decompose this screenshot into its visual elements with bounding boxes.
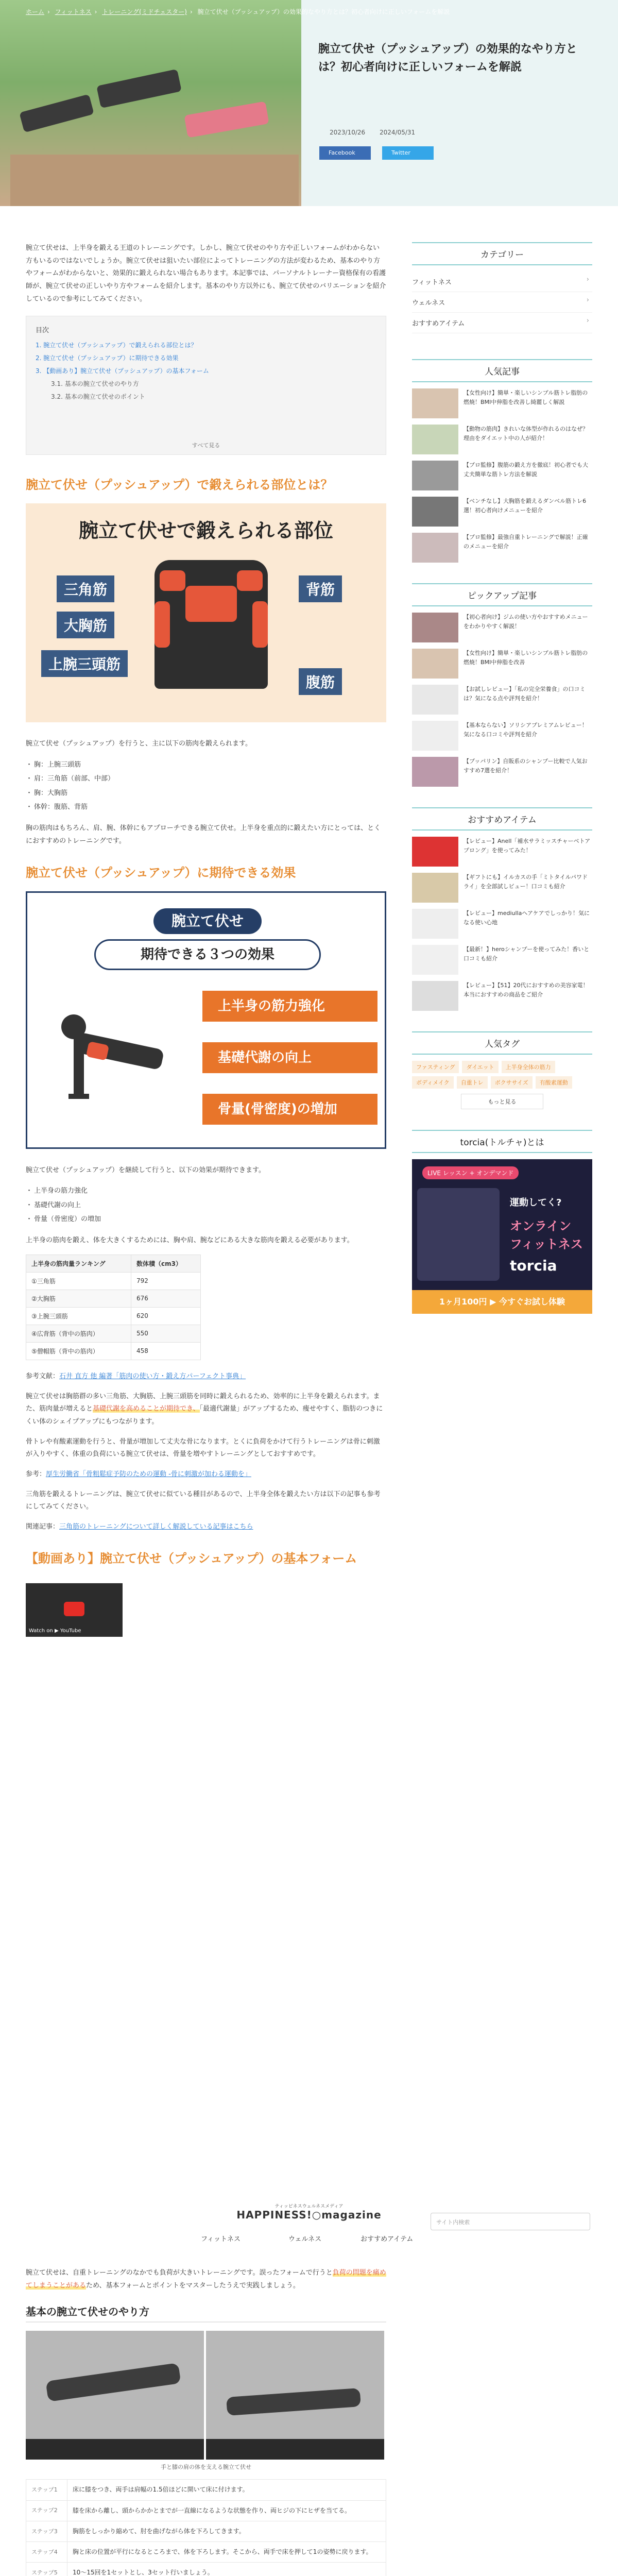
effect-list <box>26 1184 386 1226</box>
article-thumbnail[interactable] <box>412 945 458 975</box>
table-row <box>26 2563 386 2576</box>
table-row <box>26 1290 201 1307</box>
toc-title: 目次 <box>36 327 49 335</box>
article-thumbnail[interactable] <box>412 873 458 903</box>
toc-item[interactable]: 1. 腕立て伏せ（プッシュアップ）で鍛えられる部位とは？ <box>36 342 197 349</box>
pickup-article[interactable] <box>412 757 592 787</box>
site-header <box>0 2202 618 2259</box>
nav-items[interactable]: おすすめアイテム <box>360 2235 414 2243</box>
youtube-video-embed[interactable] <box>26 1583 123 1637</box>
popular-article[interactable] <box>412 388 592 418</box>
popular-article[interactable] <box>412 533 592 563</box>
table-header: 数体積（cm3） <box>131 1255 200 1272</box>
paragraph <box>26 1391 386 1429</box>
step-label: ステップ1 <box>26 2480 67 2500</box>
reference <box>26 1468 386 1481</box>
page-title: 腕立て伏せ（プッシュアップ）の効果的なやり方とは？初心者向けに正しいフォームを解説 <box>318 43 577 74</box>
pushup-photo-2 <box>206 2331 384 2460</box>
article-title[interactable]: 【プッパリン】自販系のシャンプー比較で人気おすすめ7選を紹介！ <box>464 758 588 774</box>
highlight-text: 基礎代謝を高めることが期待でき、 <box>93 1405 200 1413</box>
paragraph: 腕立て伏せ（プッシュアップ）を継続して行うと、以下の効果が期待できます。 <box>26 1166 266 1174</box>
table-row <box>26 2521 386 2541</box>
hero-image <box>0 0 301 206</box>
reference-label: 参考文献： <box>26 1372 60 1380</box>
reference-link[interactable]: 厚生労働省「骨粗鬆症予防のための運動 -骨に刺激が加わる運動を」 <box>46 1470 251 1479</box>
popular-article[interactable] <box>412 425 592 454</box>
highlight-text: 負荷の問題を痛めてしまうことがある <box>26 2269 386 2290</box>
text: 「最適代謝量」がアップするため、痩せやすく、脂肪のつきにくい体のシェイプアップにもつながります。 <box>26 1405 383 1426</box>
text: 腕立て伏せは、自重トレーニングのなかでも負荷が大きいトレーニングです。誤ったフォームで行うと <box>26 2269 333 2277</box>
article-thumbnail[interactable] <box>412 837 458 867</box>
banner-text: フィットネス <box>510 1237 583 1251</box>
popular-article[interactable] <box>412 497 592 527</box>
muscle-list <box>26 758 386 814</box>
step-text: 胸筋をしっかり縮めて、肘を曲げながら体を下ろしてきます。 <box>67 2521 386 2541</box>
effect-metabolism: 基礎代謝の向上 <box>202 1042 377 1073</box>
list-item: ・ 基礎代謝の向上 <box>26 1198 386 1212</box>
published-date: 2023/10/26 <box>330 129 366 136</box>
step-text: 膝を床から離し、頭からかかとまでが一直線になるような状態を作り、両ヒジの下にヒザを当てる。 <box>67 2500 386 2521</box>
torcia-banner[interactable] <box>412 1159 592 1314</box>
article-title[interactable]: 【女性向け】簡単・楽しいシンプル筋トレ脂肪の燃焼！BMI中伸脂を改善 <box>464 650 588 666</box>
step-text: 胸と床の位置が平行になるところまで、体を下ろします。そこから、両手で床を押して1の姿勢に戻ります。 <box>67 2541 386 2562</box>
pickup-article[interactable] <box>412 649 592 679</box>
step-text: 10〜15回を1セットとし、3セット行いましょう。 <box>67 2563 386 2576</box>
pushup-illustration <box>43 996 187 1114</box>
widget-title: ピックアップ記事 <box>412 583 592 606</box>
tag-cloud <box>412 1061 592 1089</box>
tag-link[interactable]: ファスティング <box>412 1061 459 1073</box>
article-title[interactable]: 【レビュー】mediullaヘアケアでしっかり！気になる使い心地 <box>464 910 590 926</box>
step-label: ステップ4 <box>26 2541 67 2562</box>
pickup-article[interactable] <box>412 613 592 642</box>
tag-link[interactable]: ボクササイズ <box>491 1076 533 1089</box>
article-thumbnail[interactable] <box>412 649 458 679</box>
item-article[interactable] <box>412 873 592 903</box>
step-text: 床に膝をつき、両手は肩幅の1.5倍ほどに開いて床に付けます。 <box>67 2480 386 2500</box>
toc-subitem[interactable]: 3.1. 基本の腕立て伏せのやり方 <box>51 380 139 388</box>
list-item: ・ 上半身の筋力強化 <box>26 1184 386 1198</box>
toc-more-button[interactable]: すべて見る <box>192 442 220 449</box>
paragraph: 胸の筋肉はもちろん、肩、腕、体幹にもアプローチできる腕立て伏せ。上半身を重点的に鍛えたい方にとっては、とくにおすすめのトレーニングです。 <box>26 824 381 845</box>
table-cell: 620 <box>131 1307 200 1325</box>
article-title[interactable]: 【レビュー】Anell「補水サラミッスチャーベトアプロング」を使ってみた！ <box>464 838 591 854</box>
table-row <box>26 2541 386 2562</box>
sidebar <box>412 242 592 1314</box>
table-row <box>26 1342 201 1360</box>
article-thumbnail[interactable] <box>412 461 458 490</box>
tag-link[interactable]: 有酸素運動 <box>536 1076 572 1089</box>
play-icon[interactable] <box>64 1602 84 1616</box>
banner-badge: LIVE レッスン + オンデマンド <box>422 1166 519 1179</box>
widget-title: torcia(トルチャ)とは <box>412 1130 592 1153</box>
related-article <box>26 1521 386 1534</box>
category-wellness[interactable]: ウェルネス › <box>412 292 592 313</box>
article-thumbnail[interactable] <box>412 497 458 527</box>
article-thumbnail[interactable] <box>412 425 458 454</box>
table-row <box>26 1325 201 1342</box>
list-item: ・ 骨量（骨密度）の増加 <box>26 1212 386 1226</box>
item-article[interactable] <box>412 837 592 867</box>
site-logo[interactable]: HAPPINESS!○magazine <box>236 2209 382 2221</box>
item-article[interactable] <box>412 981 592 1011</box>
category-fitness[interactable]: フィットネス › <box>412 272 592 292</box>
paragraph: 腕立て伏せ（プッシュアップ）を行うと、主に以下の筋肉を鍛えられます。 <box>26 740 252 748</box>
step-label: ステップ5 <box>26 2563 67 2576</box>
effect-bone: 骨量(骨密度)の増加 <box>202 1094 377 1125</box>
paragraph <box>26 2267 386 2292</box>
tag-link[interactable]: ダイエット <box>462 1061 498 1073</box>
table-cell: ④広背筋（背中の筋肉） <box>26 1325 131 1342</box>
article-title[interactable]: 【最新！】heroシャンプーを使ってみた！香いと口コミも紹介 <box>464 946 590 962</box>
toc-subitem[interactable]: 3.2. 基本の腕立て伏せのポイント <box>51 393 145 401</box>
label-back: 背筋 <box>299 575 342 602</box>
category-items[interactable]: おすすめアイテム › <box>412 313 592 333</box>
muscle-volume-table <box>26 1255 201 1360</box>
toc-item[interactable]: 3. 【動画あり】腕立て伏せ（プッシュアップ）の基本フォーム <box>36 367 209 375</box>
table-row <box>26 1307 201 1325</box>
text: 腕立て伏せは胸筋群の多い三角筋、大胸筋、上腕三頭筋を同時に鍛えられるため、効率的に上半身を鍛えられます。また、筋肉量が増えると <box>26 1392 380 1413</box>
article-title[interactable]: 【レビュー】【51】20代におすすめの美容家電！本当におすすめの商品をご紹介 <box>464 982 589 998</box>
article-thumbnail[interactable] <box>412 613 458 642</box>
section-heading: 腕立て伏せ（プッシュアップ）に期待できる効果 <box>26 865 296 880</box>
item-article[interactable] <box>412 909 592 939</box>
article-title[interactable]: 【女性向け】簡単・楽しいシンプル筋トレ脂肪の燃焼！BMI中伸脂を改善し綺麗しく解説 <box>464 389 588 405</box>
effects-figure <box>26 891 386 1149</box>
breadcrumb-training[interactable]: トレーニング(ミドチェスター) <box>102 8 187 15</box>
breadcrumb-home[interactable]: ホーム <box>26 8 45 15</box>
table-row <box>26 1272 201 1290</box>
article-body-continued <box>26 2267 386 2576</box>
table-row <box>26 2500 386 2521</box>
article-title[interactable]: 【基本ならない】ソリシアプレミアムレビュー！気になる口コミや評判を紹介 <box>464 722 588 738</box>
breadcrumb-current: 腕立て伏せ（プッシュアップ）の効果的なやり方とは？初心者向けに正しいフォームを解説 <box>197 8 450 15</box>
label-abs: 腹筋 <box>299 668 342 695</box>
pushup-photo-1 <box>26 2331 204 2460</box>
updated-date: 2024/05/31 <box>380 129 416 136</box>
article-thumbnail[interactable] <box>412 685 458 715</box>
search-input[interactable]: サイト内検索 <box>431 2213 590 2230</box>
pushup-photos <box>26 2331 386 2460</box>
list-item: ・ 体幹：腹筋、背筋 <box>26 800 386 814</box>
photo-caption: 手と膝の肩の体を支える腕立て伏せ <box>161 2464 251 2471</box>
reference-label: 参考： <box>26 1470 46 1479</box>
watch-on-youtube[interactable]: Watch on ▶ YouTube <box>29 1628 81 1634</box>
article-thumbnail[interactable] <box>412 909 458 939</box>
table-cell: 792 <box>131 1272 200 1290</box>
table-cell: ①三角筋 <box>26 1272 131 1290</box>
related-link[interactable]: 三角筋のトレーニングについて詳しく解説している記事はこちら <box>59 1523 253 1531</box>
table-cell: 550 <box>131 1325 200 1342</box>
text: ため、基本フォームとポイントをマスターしたうえで実践しましょう。 <box>86 2281 300 2290</box>
paragraph: 三角筋を鍛えるトレーニングは、腕立て伏せに似ている種目があるので、上半身全体を鍛えたい方は以下の記事も参考にしてみてください。 <box>26 1490 381 1511</box>
related-label: 関連記事： <box>26 1523 60 1531</box>
figure-title: 腕立て伏せで鍛えられる部位 <box>78 519 333 543</box>
banner-text: 運動してく? <box>510 1197 562 1208</box>
facebook-share-button[interactable]: Facebook <box>319 146 371 160</box>
article-title[interactable]: 【初心者向け】ジムの使い方やおすすめメニューをわかりやすく解説！ <box>464 614 588 630</box>
widget-title: 人気タグ <box>412 1031 592 1055</box>
toc-item[interactable]: 2. 腕立て伏せ（プッシュアップ）に期待できる効果 <box>36 354 179 362</box>
steps-table <box>26 2479 386 2576</box>
widget-title: カテゴリー <box>412 242 592 265</box>
pickup-article[interactable] <box>412 685 592 715</box>
popular-article[interactable] <box>412 461 592 490</box>
item-article[interactable] <box>412 945 592 975</box>
article-hero <box>0 0 618 206</box>
banner-cta-button[interactable]: 1ヶ月100円 ▶ 今すぐお試し体験 <box>412 1290 592 1314</box>
nav-fitness[interactable]: フィットネス <box>201 2235 241 2243</box>
tag-link[interactable]: 自重トレ <box>457 1076 488 1089</box>
article-title[interactable]: 【お試しレビュー】「私の完全栄養食」の口コミは？気になる点や評判を紹介！ <box>464 686 586 702</box>
twitter-share-button[interactable]: Twitter <box>382 146 434 160</box>
table-cell: ③上腕三頭筋 <box>26 1307 131 1325</box>
step-label: ステップ2 <box>26 2500 67 2521</box>
label-triceps: 上腕三頭筋 <box>41 650 128 677</box>
table-cell: ②大胸筋 <box>26 1290 131 1307</box>
logo-tagline: ティッピネスウェルネスメディア <box>274 2204 344 2209</box>
nav-wellness[interactable]: ウェルネス <box>288 2235 322 2243</box>
figure-subtitle: 期待できる３つの効果 <box>94 939 321 970</box>
paragraph: 上半身の筋肉を鍛え、体を大きくするためには、胸や肩、腕などにある大きな筋肉を鍛える必要があります。 <box>26 1236 354 1245</box>
breadcrumb: ホーム › フィットネス › トレーニング(ミドチェスター) › 腕立て伏せ（プッシュアップ）の効果的なやり方とは？初心者向けに正しいフォームを解説 <box>26 8 450 15</box>
table-cell: 676 <box>131 1290 200 1307</box>
list-item: ・ 肩：三角筋（前部、中部） <box>26 772 386 786</box>
tags-more-button[interactable]: もっと見る <box>461 1094 543 1109</box>
banner-text: オンライン <box>510 1219 572 1233</box>
article-title[interactable]: 【動物の筋肉】きれいな体型が作れるのはなぜ？理由をダイエット中の人が紹介！ <box>464 426 588 442</box>
banner-photo <box>417 1188 500 1281</box>
section-heading: 【動画あり】腕立て伏せ（プッシュアップ）の基本フォーム <box>26 1551 357 1566</box>
article-thumbnail[interactable] <box>412 388 458 418</box>
table-header: 上半身の筋肉量ランキング <box>26 1255 131 1272</box>
table-cell: ⑤僧帽筋（背中の筋肉） <box>26 1342 131 1360</box>
intro-paragraph: 腕立て伏せは、上半身を鍛える王道のトレーニングです。しかし、腕立て伏せのやり方や正しいフォームがわからない方もいるのではないでしょうか。腕立て伏せは狙いたい部位によってトレーニングの方法が変わるため、基本のやり方やフォームがわからないと、効果的に鍛えられない場合もあります。本記事では、パーソナルトレーナー資格保有の看護師が、腕立て伏せの正しいやり方やフォームを紹介します。基本のやり方以外にも、腕立て伏せのバリエーションを紹介しているので参考にしてみてください。 <box>26 244 386 303</box>
effect-strength: 上半身の筋力強化 <box>202 991 377 1022</box>
reference-link[interactable]: 石井 直方 他 編著「筋肉の使い方・鍛え方パーフェクト事典」 <box>59 1372 246 1380</box>
tag-link[interactable]: ボディメイク <box>412 1076 454 1089</box>
muscle-figure <box>26 503 386 722</box>
widget-title: 人気記事 <box>412 359 592 382</box>
step-label: ステップ3 <box>26 2521 67 2541</box>
breadcrumb-fitness[interactable]: フィットネス <box>55 8 92 15</box>
article-dates <box>330 129 427 136</box>
article-body <box>26 242 386 1657</box>
article-title[interactable]: 【ベンチなし】大胸筋を鍛えるダンベル筋トレ6選！初心者向けメニューを紹介 <box>464 498 587 514</box>
tag-link[interactable]: 上半身全体の筋力 <box>502 1061 555 1073</box>
article-thumbnail[interactable] <box>412 757 458 787</box>
reference <box>26 1370 386 1383</box>
banner-brand: torcia <box>510 1257 557 1274</box>
article-thumbnail[interactable] <box>412 721 458 751</box>
article-thumbnail[interactable] <box>412 981 458 1011</box>
pickup-article[interactable] <box>412 721 592 751</box>
widget-title: おすすめアイテム <box>412 807 592 831</box>
table-row <box>26 2480 386 2500</box>
article-title[interactable]: 【プロ監修】最強自重トレーニングで解説！正確のメニューを紹介 <box>464 534 588 550</box>
section-heading: 腕立て伏せ（プッシュアップ）で鍛えられる部位とは？ <box>26 478 333 493</box>
subsection-heading: 基本の腕立て伏せのやり方 <box>26 2303 386 2323</box>
label-deltoid: 三角筋 <box>57 575 114 602</box>
table-of-contents <box>26 316 386 455</box>
torso-illustration <box>154 560 268 689</box>
label-pectoral: 大胸筋 <box>57 612 114 638</box>
list-item: ・ 胸：上腕三頭筋 <box>26 758 386 772</box>
article-title[interactable]: 【プロ監修】腹筋の鍛え方を徹底！初心者でも大丈夫簡単な筋トレ方法を解説 <box>464 462 588 478</box>
table-cell: 458 <box>131 1342 200 1360</box>
list-item: ・ 胸：大胸筋 <box>26 786 386 800</box>
article-title[interactable]: 【ギフトにも】イルカスの手「ミトタイルパワドライ」を全部試しビュー！口コミも紹介 <box>464 874 588 890</box>
figure-pill: 腕立て伏せ <box>153 908 262 934</box>
article-thumbnail[interactable] <box>412 533 458 563</box>
paragraph: 骨トレや有酸素運動を行うと、骨量が増加して丈夫な骨になります。とくに負荷をかけて行うトレーニングは骨に刺激が入りやすく、体重の負荷にいる腕立て伏せは、骨量を増やすトレーニングとしておすすめです。 <box>26 1437 380 1459</box>
